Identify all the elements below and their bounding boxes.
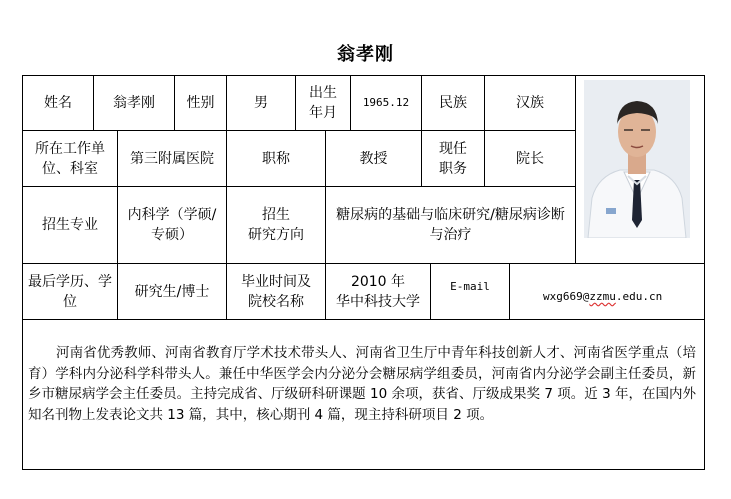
graduation-year: 2010 年: [350, 273, 406, 290]
education-label-line2: 位: [63, 293, 77, 310]
name-label: 姓名: [44, 95, 72, 111]
portrait-photo: [584, 80, 690, 238]
post-label: [422, 131, 484, 186]
unit-label-line1: 所在工作单: [35, 140, 105, 157]
email-domain: zzmu: [589, 290, 616, 303]
graduation-label: [227, 264, 325, 319]
post-label-line1: 现任: [439, 140, 467, 157]
name-value: 翁孝刚: [113, 95, 155, 111]
email-label: E-mail: [450, 280, 490, 293]
birth-label: [296, 76, 350, 130]
major-value-line1: 内科学（学硕/: [127, 207, 217, 223]
page-title: 翁孝刚: [337, 44, 394, 65]
biography-text: 河南省优秀教师、河南省教育厅学术技术带头人、河南省卫生厅中青年科技创新人才、河南省医学重点（培育）学科内分泌科学科带头人。兼任中华医学会内分泌分会糖尿病学组委员，河南省内分泌学会副主任委员，新乡市糖尿病学会主任委员。主持完成省、厅级研科研课题 10 余项，获省、厅级成果奖 7 项。近 3 年，在国内外知名刊物上发表论文共 13 篇，其中，核心期刊 4 篇，现主持科研项目 2 项。: [28, 345, 696, 423]
title-value: 教授: [359, 150, 388, 167]
unit-label: [23, 131, 117, 186]
graduation-school: 华中科技大学: [336, 293, 420, 310]
direction-value-line1: 糖尿病的基础与临床研究/糖尿病诊断: [336, 207, 565, 223]
major-label: 招生专业: [42, 217, 98, 233]
major-value: [118, 187, 226, 263]
unit-label-line2: 位、科室: [42, 160, 98, 177]
education-label-line1: 最后学历、学: [28, 273, 112, 290]
direction-value: [326, 187, 575, 263]
direction-label: [227, 187, 325, 263]
gender-label: 性别: [186, 95, 215, 111]
direction-label-line1: 招生: [262, 207, 290, 223]
unit-value: 第三附属医院: [130, 150, 214, 167]
education-value: 研究生/博士: [134, 283, 210, 300]
education-label: [23, 264, 117, 319]
graduation-label-line2: 院校名称: [248, 293, 304, 310]
direction-value-line2: 与治疗: [429, 227, 472, 243]
portrait-image: [584, 80, 690, 238]
major-value-line2: 专硕）: [151, 227, 193, 243]
post-label-line2: 职务: [439, 160, 467, 177]
email-prefix: wxg669@: [543, 290, 590, 303]
direction-label-line2: 研究方向: [248, 227, 304, 243]
email-suffix: .edu.cn: [615, 290, 663, 303]
birth-label-line1: 出生: [309, 85, 337, 101]
email-value[interactable]: [543, 290, 662, 303]
ethnic-value: 汉族: [516, 95, 544, 111]
graduation-value: [326, 264, 430, 319]
graduation-label-line1: 毕业时间及: [241, 273, 311, 290]
birth-value: 1965.12: [362, 96, 410, 109]
ethnic-label: 民族: [439, 95, 467, 111]
gender-value: 男: [254, 95, 268, 111]
birth-label-line2: 年月: [309, 105, 337, 121]
title-label: 职称: [262, 150, 290, 167]
post-value: 院长: [516, 150, 544, 167]
